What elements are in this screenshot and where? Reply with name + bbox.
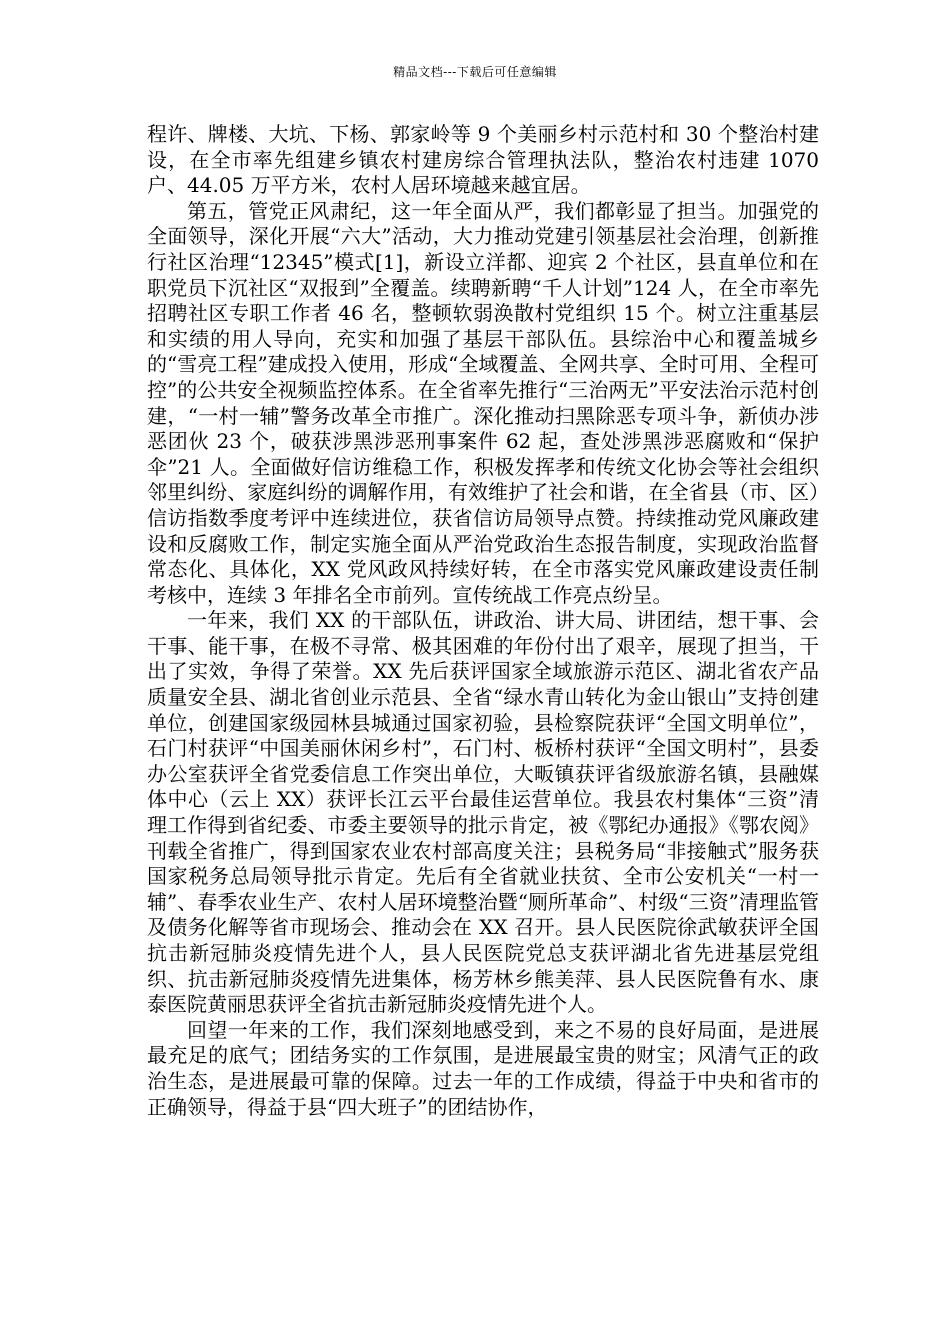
paragraph-reflection: 回望一年来的工作，我们深刻地感受到，来之不易的良好局面，是进展最充足的底气；团结务实的工作氛围，是进展最宝贵的财宝；风清气正的政治生态，是进展最可靠的保障。过去一年的工作成绩，得益于中央和省市的正确领导，得益于县“四大班子”的团结协作， — [147, 1017, 819, 1119]
paragraph-achievements: 一年来，我们 XX 的干部队伍，讲政治、讲大局、讲团结，想干事、会干事、能干事，在极不寻常、极其困难的年份付出了艰辛，展现了担当，干出了实效，争得了荣誉。XX 先后获评国家全域旅游示范区、湖北省农产品质量安全县、湖北省创业示范县、全省“绿水青山转化为金山银山”支持创建单位，创建国家级园林县城通过国家初验，县检察院获评“全国文明单位”，石门村获评“中国美丽休闲乡村”，石门村、板桥村获评“全国文明村”，县委办公室获评全省党委信息工作突出单位，大畈镇获评省级旅游名镇，县融媒体中心（云上 XX）获评长江云平台最佳运营单位。我县农村集体“三资”清理工作得到省纪委、市委主要领导的批示肯定，被《鄂纪办通报》《鄂农阅》刊载全省推广，得到国家农业农村部高度关注；县税务局“非接触式”服务获国家税务总局领导批示肯定。先后有全省就业扶贫、全市公安机关“一村一辅”、春季农业生产、农村人居环境整治暨“厕所革命”、村级“三资”清理监管及债务化解等省市现场会、推动会在 XX 召开。县人民医院徐武敏获评全国抗击新冠肺炎疫情先进个人，县人民医院党总支获评湖北省先进基层党组织、抗击新冠肺炎疫情先进集体，杨芳林乡熊美萍、县人民医院鲁有水、康泰医院黄丽思获评全省抗击新冠肺炎疫情先进个人。 — [147, 608, 819, 1017]
page-header: 精品文档---下载后可任意编辑 — [393, 65, 557, 79]
document-body — [147, 122, 819, 1120]
paragraph-rural-construction: 程许、牌楼、大坑、下杨、郭家岭等 9 个美丽乡村示范村和 30 个整治村建设，在全市率先组建乡镇农村建房综合管理执法队，整治农村违建 1070 户、44.05 万平方米，农村人居环境越来越宜居。 — [147, 122, 819, 198]
paragraph-party-discipline: 第五，管党正风肃纪，这一年全面从严，我们都彰显了担当。加强党的全面领导，深化开展“六大”活动，大力推动党建引领基层社会治理，创新推行社区治理“12345”模式[1]，新设立洋都、迎宾 2 个社区，县直单位和在职党员下沉社区“双报到”全覆盖。续聘新聘“千人计划”124 人，在全市率先招聘社区专职工作者 46 名，整顿软弱涣散村党组织 15 个。树立注重基层和实绩的用人导向，充实和加强了基层干部队伍。县综治中心和覆盖城乡的“雪亮工程”建成投入使用，形成“全域覆盖、全网共享、全时可用、全程可控”的公共安全视频监控体系。在全省率先推行“三治两无”平安法治示范村创建，“一村一辅”警务改革全市推广。深化推动扫黑除恶专项斗争，新侦办涉恶团伙 23 个，破获涉黑涉恶刑事案件 62 起，查处涉黑涉恶腐败和“保护伞”21 人。全面做好信访维稳工作，积极发挥孝和传统文化协会等社会组织邻里纠纷、家庭纠纷的调解作用，有效维护了社会和谐，在全省县（市、区）信访指数季度考评中连续进位，获省信访局领导点赞。持续推动党风廉政建设和反腐败工作，制定实施全面从严治党政治生态报告制度，实现政治监督常态化、具体化，XX 党风政风持续好转，在全市落实党风廉政建设责任制考核中，连续 3 年排名全市前列。宣传统战工作亮点纷呈。 — [147, 198, 819, 607]
